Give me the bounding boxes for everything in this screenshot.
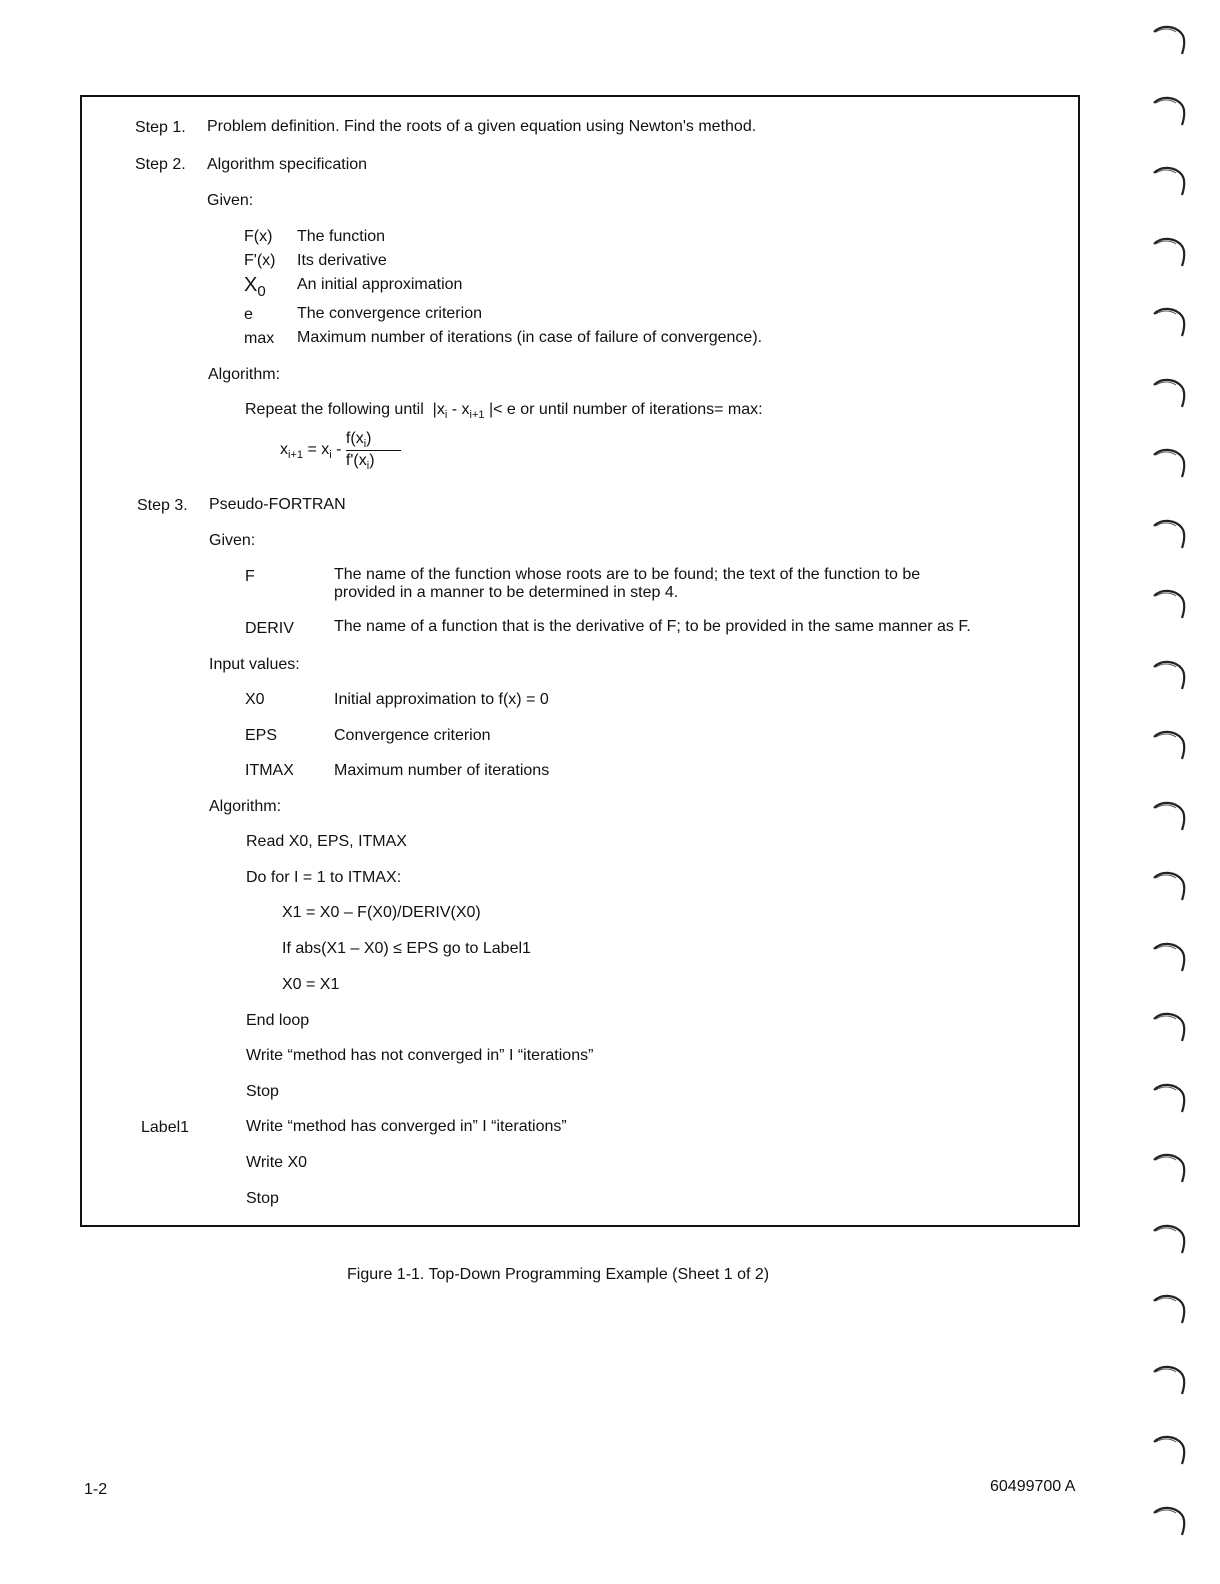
binder-ring-mark xyxy=(1150,302,1190,342)
binder-ring-mark xyxy=(1150,1219,1190,1259)
given-sym: max xyxy=(244,330,275,347)
code-line: If abs(X1 – X0) ≤ EPS go to Label1 xyxy=(282,940,531,957)
step1-text: Problem definition. Find the roots of a given equation using Newton's method. xyxy=(207,118,757,135)
given-label: Given: xyxy=(207,192,254,209)
binder-ring-mark xyxy=(1150,1430,1190,1470)
given-desc: Maximum number of iterations (in case of failure of convergence). xyxy=(297,329,763,346)
binder-ring-mark xyxy=(1150,514,1190,554)
code-line: End loop xyxy=(246,1012,310,1029)
given-sym: e xyxy=(244,306,253,323)
binder-ring-mark xyxy=(1150,937,1190,977)
input-desc: Maximum number of iterations xyxy=(334,762,550,779)
step1-label: Step 1. xyxy=(135,119,186,136)
code-line: Write “method has not converged in” I “iterations” xyxy=(246,1047,594,1064)
given-sym: F(x) xyxy=(244,228,273,245)
input-name: ITMAX xyxy=(245,762,294,779)
step2-text: Algorithm specification xyxy=(207,156,368,173)
binder-ring-mark xyxy=(1150,1501,1190,1541)
input-name: EPS xyxy=(245,727,278,744)
algorithm-label: Algorithm: xyxy=(208,366,281,383)
page-number: 1-2 xyxy=(84,1481,108,1498)
binder-ring-mark xyxy=(1150,1007,1190,1047)
binder-ring-mark xyxy=(1150,584,1190,624)
given2-desc: The name of a function that is the derivative of F; to be provided in the same manner as F. xyxy=(334,618,971,635)
binder-ring-mark xyxy=(1150,866,1190,906)
code-line: Stop xyxy=(246,1190,279,1207)
given2-name: F xyxy=(245,568,255,585)
given-sym: F'(x) xyxy=(244,252,276,269)
binder-ring-mark xyxy=(1150,655,1190,695)
document-number: 60499700 A xyxy=(990,1478,1076,1495)
formula-fraction: $\frac{f(x_i)}{f'(x_i)}$ xyxy=(346,430,402,470)
newton-formula: $x_{i+1} = x_i$ - $\frac{f(x_i)}{f'(x_i)}$ xyxy=(280,430,401,470)
binder-ring-mark xyxy=(1150,796,1190,836)
given-desc: The convergence criterion xyxy=(297,305,482,322)
binder-ring-mark xyxy=(1150,161,1190,201)
binder-ring-mark xyxy=(1150,1078,1190,1118)
input-desc: Initial approximation to f(x) = 0 xyxy=(334,691,549,708)
binder-ring-mark xyxy=(1150,1148,1190,1188)
step3-label: Step 3. xyxy=(137,497,188,514)
binder-ring-mark xyxy=(1150,725,1190,765)
algorithm2-label: Algorithm: xyxy=(209,798,282,815)
step2-label: Step 2. xyxy=(135,156,186,173)
binder-ring-mark xyxy=(1150,91,1190,131)
binder-ring-mark xyxy=(1150,232,1190,272)
given2-name: DERIV xyxy=(245,620,294,637)
input-desc: Convergence criterion xyxy=(334,727,491,744)
code-line: Do for I = 1 to ITMAX: xyxy=(246,869,402,886)
given2-label: Given: xyxy=(209,532,256,549)
binder-ring-mark xyxy=(1150,373,1190,413)
step3-text: Pseudo-FORTRAN xyxy=(209,496,346,513)
binder-ring-mark xyxy=(1150,20,1190,60)
code-line: Read X0, EPS, ITMAX xyxy=(246,833,407,850)
code-line: Write “method has converged in” I “iterations” xyxy=(246,1118,567,1135)
binder-ring-mark xyxy=(1150,443,1190,483)
given2-desc: provided in a manner to be determined in step 4. xyxy=(334,584,679,601)
code-line: X0 = X1 xyxy=(282,976,340,993)
code-line: Write X0 xyxy=(246,1154,308,1171)
binder-ring-mark xyxy=(1150,1360,1190,1400)
code-label: Label1 xyxy=(141,1119,190,1136)
given2-desc: The name of the function whose roots are to be found; the text of the function to be xyxy=(334,566,921,583)
given-desc: Its derivative xyxy=(297,252,387,269)
code-line: X1 = X0 – F(X0)/DERIV(X0) xyxy=(282,904,481,921)
figure-caption: Figure 1-1. Top-Down Programming Example (Sheet 1 of 2) xyxy=(347,1266,770,1283)
repeat-condition: Repeat the following until $|x_i - x_{i+1}$ |< e or until number of iterations= max: xyxy=(245,401,763,421)
given-desc: The function xyxy=(297,228,386,245)
input-name: X0 xyxy=(245,691,265,708)
given-desc: An initial approximation xyxy=(297,276,463,293)
binder-ring-mark xyxy=(1150,1289,1190,1329)
code-line: Stop xyxy=(246,1083,279,1100)
input-label: Input values: xyxy=(209,656,300,673)
given-sym: $X_0$ xyxy=(244,274,266,300)
